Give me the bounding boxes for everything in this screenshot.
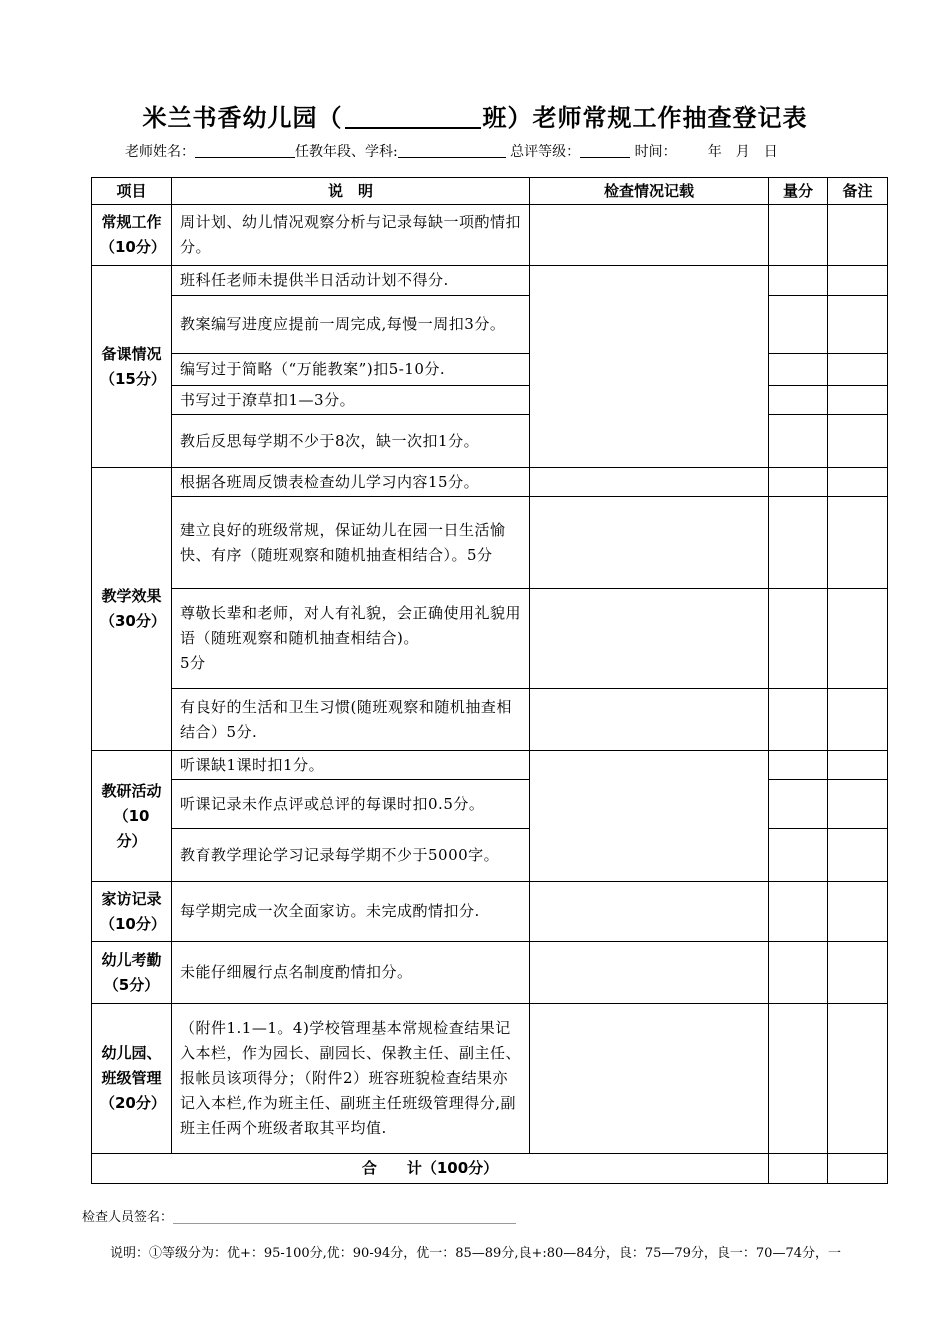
desc-cell: 听课记录未作点评或总评的每课时扣0.5分。 — [172, 780, 530, 829]
desc-cell: 未能仔细履行点名制度酌情扣分。 — [172, 942, 530, 1004]
remark-cell[interactable] — [828, 386, 888, 415]
score-cell[interactable] — [769, 354, 828, 386]
desc-cell: 有良好的生活和卫生习惯(随班观察和随机抽查相结合）5分. — [172, 689, 530, 751]
category-routine: 常规工作 （10分） — [92, 205, 172, 266]
score-cell[interactable] — [769, 296, 828, 354]
info-line — [125, 141, 778, 161]
teacher-name-field[interactable] — [195, 143, 295, 158]
rating-note: 说明：①等级分为：优+：95-100分,优：90-94分，优一：85—89分,良+:80—84分，良：75—79分，良一：70—74分，一 — [110, 1246, 841, 1261]
total-remark-cell[interactable] — [828, 1154, 888, 1184]
record-cell[interactable] — [530, 942, 769, 1004]
desc-cell: 教后反思每学期不少于8次，缺一次扣1分。 — [172, 415, 530, 468]
record-cell[interactable] — [530, 751, 769, 882]
table-row — [92, 689, 888, 751]
table-row — [92, 780, 888, 829]
header-remark: 备注 — [828, 178, 888, 205]
desc-cell: 听课缺1课时扣1分。 — [172, 751, 530, 780]
desc-cell: 书写过于潦草扣1—3分。 — [172, 386, 530, 415]
total-row — [92, 1154, 888, 1184]
page-title: 米兰书香幼儿园（ 班）老师常规工作抽查登记表 — [142, 104, 808, 132]
table-row — [92, 882, 888, 942]
desc-cell: 尊敬长辈和老师，对人有礼貌，会正确使用礼貌用语（随班观察和随机抽查相结合)。 5分 — [172, 589, 530, 689]
desc-cell: 教案编写进度应提前一周完成,每慢一周扣3分。 — [172, 296, 530, 354]
remark-cell[interactable] — [828, 296, 888, 354]
remark-cell[interactable] — [828, 415, 888, 468]
table-row — [92, 751, 888, 780]
rating-field[interactable] — [580, 143, 630, 158]
score-cell[interactable] — [769, 751, 828, 780]
table-row — [92, 354, 888, 386]
score-cell[interactable] — [769, 829, 828, 882]
remark-cell[interactable] — [828, 468, 888, 497]
record-cell[interactable] — [530, 589, 769, 689]
category-research: 教研活动 （10 分） — [92, 751, 172, 882]
category-management: 幼儿园、 班级管理 （20分） — [92, 1004, 172, 1154]
table-row — [92, 266, 888, 296]
record-cell[interactable] — [530, 205, 769, 266]
score-cell[interactable] — [769, 205, 828, 266]
score-cell[interactable] — [769, 1004, 828, 1154]
desc-cell: 建立良好的班级常规，保证幼儿在园一日生活愉快、有序（随班观察和随机抽查相结合）。5分 — [172, 497, 530, 589]
score-cell[interactable] — [769, 689, 828, 751]
total-score-cell[interactable] — [769, 1154, 828, 1184]
score-cell[interactable] — [769, 780, 828, 829]
remark-cell[interactable] — [828, 829, 888, 882]
total-label: 合 计（100分） — [92, 1154, 769, 1184]
header-record: 检查情况记载 — [530, 178, 769, 205]
desc-cell: 根据各班周反馈表检查幼儿学习内容15分。 — [172, 468, 530, 497]
signature-line — [82, 1206, 516, 1225]
table-row — [92, 468, 888, 497]
desc-cell: （附件1.1—1。4)学校管理基本常规检查结果记入本栏，作为园长、副园长、保教主任、副主任、报帐员该项得分；（附件2）班容班貌检查结果亦记入本栏,作为班主任、副班主任班级管理得分,副班主任两个班级者取其平均值. — [172, 1004, 530, 1154]
category-lesson: 备课情况 （15分） — [92, 266, 172, 468]
category-visit: 家访记录 （10分） — [92, 882, 172, 942]
record-cell[interactable] — [530, 1004, 769, 1154]
teacher-name-label: 老师姓名： — [125, 144, 195, 160]
remark-cell[interactable] — [828, 751, 888, 780]
score-cell[interactable] — [769, 266, 828, 296]
record-cell[interactable] — [530, 689, 769, 751]
class-blank[interactable] — [345, 105, 481, 129]
score-cell[interactable] — [769, 589, 828, 689]
signature-label: 检查人员签名： — [82, 1210, 174, 1225]
grade-subject-label: 任教年段、学科: — [295, 144, 398, 160]
category-teaching: 教学效果 （30分） — [92, 468, 172, 751]
score-cell[interactable] — [769, 942, 828, 1004]
category-attendance: 幼儿考勤 （5分） — [92, 942, 172, 1004]
table-row — [92, 829, 888, 882]
score-cell[interactable] — [769, 497, 828, 589]
inspection-table — [91, 177, 888, 1184]
grade-subject-field[interactable] — [398, 143, 506, 158]
desc-cell: 编写过于简略（“万能教案”)扣5-10分. — [172, 354, 530, 386]
score-cell[interactable] — [769, 468, 828, 497]
table-row — [92, 497, 888, 589]
desc-cell: 每学期完成一次全面家访。未完成酌情扣分. — [172, 882, 530, 942]
remark-cell[interactable] — [828, 205, 888, 266]
record-cell[interactable] — [530, 497, 769, 589]
table-row — [92, 205, 888, 266]
record-cell[interactable] — [530, 882, 769, 942]
table-row — [92, 296, 888, 354]
remark-cell[interactable] — [828, 266, 888, 296]
table-row — [92, 942, 888, 1004]
remark-cell[interactable] — [828, 354, 888, 386]
time-label: 时间： — [634, 144, 677, 160]
header-row — [92, 178, 888, 205]
table-row — [92, 386, 888, 415]
desc-cell: 周计划、幼儿情况观察分析与记录每缺一项酌情扣分。 — [172, 205, 530, 266]
table-row — [92, 1004, 888, 1154]
remark-cell[interactable] — [828, 942, 888, 1004]
record-cell[interactable] — [530, 266, 769, 468]
desc-cell: 班科任老师未提供半日活动计划不得分. — [172, 266, 530, 296]
table-row — [92, 589, 888, 689]
score-cell[interactable] — [769, 386, 828, 415]
record-cell[interactable] — [530, 468, 769, 497]
desc-cell: 教育教学理论学习记录每学期不少于5000字。 — [172, 829, 530, 882]
date-text: 年 月 日 — [707, 144, 778, 160]
remark-cell[interactable] — [828, 589, 888, 689]
header-item: 项目 — [92, 178, 172, 205]
remark-cell[interactable] — [828, 689, 888, 751]
header-desc: 说 明 — [172, 178, 530, 205]
rating-label: 总评等级： — [510, 144, 581, 160]
header-score: 量分 — [769, 178, 828, 205]
remark-cell[interactable] — [828, 882, 888, 942]
signature-field[interactable] — [173, 1209, 516, 1224]
remark-cell[interactable] — [828, 497, 888, 589]
score-cell[interactable] — [769, 415, 828, 468]
remark-cell[interactable] — [828, 1004, 888, 1154]
remark-cell[interactable] — [828, 780, 888, 829]
score-cell[interactable] — [769, 882, 828, 942]
table-row — [92, 415, 888, 468]
